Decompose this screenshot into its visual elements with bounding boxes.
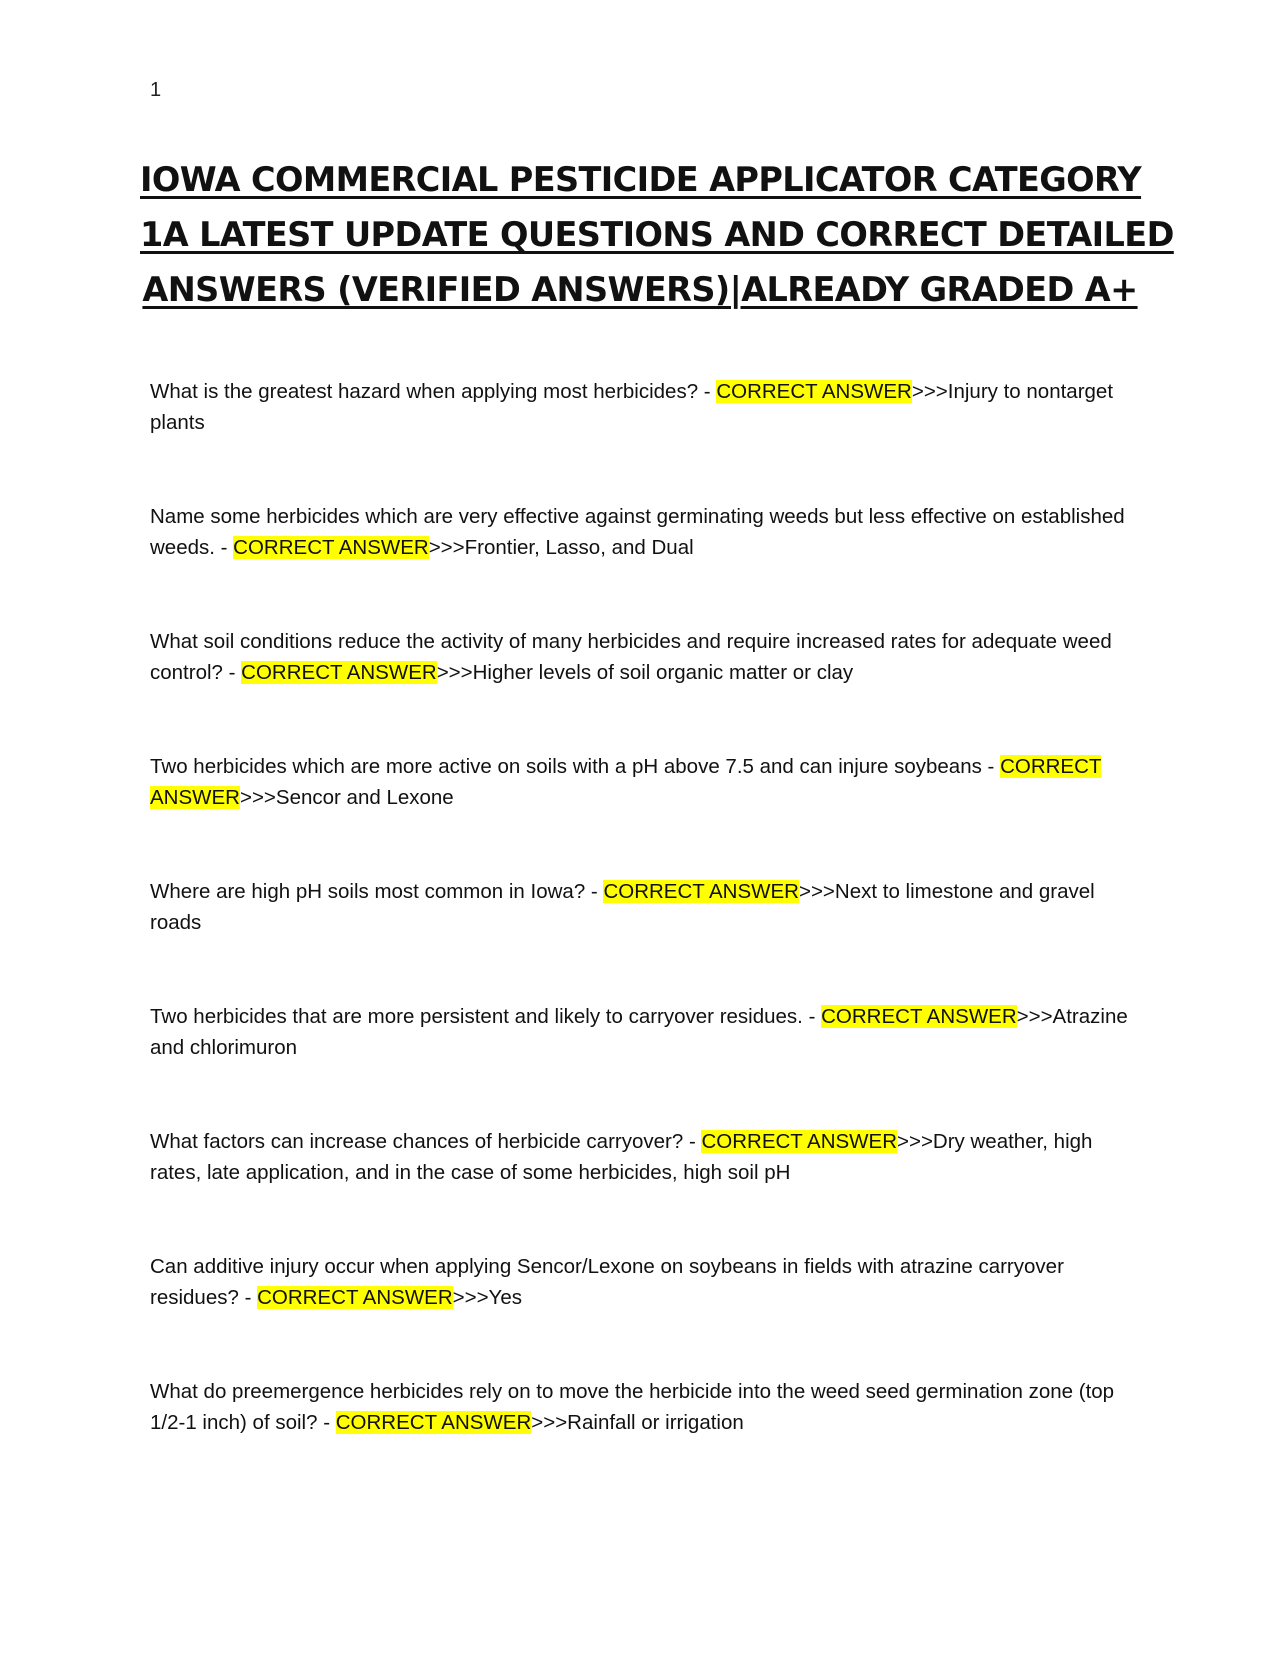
answer-text: >>>Higher levels of soil organic matter or clay bbox=[436, 661, 854, 684]
question-text: What factors can increase chances of herbicide carryover? - bbox=[150, 1130, 702, 1153]
correct-answer-highlight: CORRECT ANSWER bbox=[335, 1411, 532, 1434]
qa-item-4 bbox=[150, 751, 1135, 876]
qa-item-9 bbox=[150, 1376, 1135, 1501]
qa-item-5 bbox=[150, 876, 1135, 1001]
correct-answer-highlight: CORRECT ANSWER bbox=[821, 1005, 1017, 1028]
question-text: Two herbicides that are more persistent and likely to carryover residues. - bbox=[150, 1005, 822, 1028]
page-number: 1 bbox=[150, 79, 162, 101]
question-text: Where are high pH soils most common in Iowa? - bbox=[150, 880, 604, 903]
question-text: What do preemergence herbicides rely on to move the herbicide into the weed seed germination zone (top 1/2-1 inch) of soil? - bbox=[150, 1380, 1115, 1434]
answer-text: >>>Dry weather, high rates, late application, and in the case of some herbicides, high soil pH bbox=[150, 1130, 1093, 1184]
question-text: Two herbicides which are more active on soils with a pH above 7.5 and can injure soybeans - bbox=[150, 755, 1001, 778]
correct-answer-highlight: CORRECT ANSWER bbox=[233, 536, 429, 559]
title-line-2: 1A LATEST UPDATE QUESTIONS AND CORRECT DETAILED bbox=[140, 215, 1174, 254]
question-text: What soil conditions reduce the activity of many herbicides and require increased rates for adequate weed control? - bbox=[150, 630, 1112, 684]
qa-item-2 bbox=[150, 501, 1135, 626]
title-line-1: IOWA COMMERCIAL PESTICIDE APPLICATOR CATEGORY bbox=[140, 160, 1142, 199]
answer-text: >>>Yes bbox=[452, 1286, 522, 1309]
qa-item-7 bbox=[150, 1126, 1135, 1251]
qa-item-8 bbox=[150, 1251, 1135, 1376]
qa-list bbox=[150, 376, 1135, 1501]
correct-answer-highlight: CORRECT ANSWER bbox=[241, 661, 437, 684]
answer-text: >>>Frontier, Lasso, and Dual bbox=[428, 536, 694, 559]
correct-answer-highlight: CORRECT ANSWER bbox=[150, 755, 1102, 809]
qa-item-1 bbox=[150, 376, 1135, 501]
correct-answer-highlight: CORRECT ANSWER bbox=[257, 1286, 453, 1309]
document-title bbox=[140, 152, 1174, 317]
qa-item-3 bbox=[150, 626, 1135, 751]
answer-text: >>>Injury to nontarget plants bbox=[150, 380, 1114, 434]
correct-answer-highlight: CORRECT ANSWER bbox=[716, 380, 912, 403]
title-line-3: ANSWERS (VERIFIED ANSWERS)|ALREADY GRADED A+ bbox=[142, 270, 1138, 309]
answer-text: >>>Sencor and Lexone bbox=[239, 786, 454, 809]
correct-answer-highlight: CORRECT ANSWER bbox=[603, 880, 799, 903]
question-text: Name some herbicides which are very effective against germinating weeds but less effective on established weeds. - bbox=[150, 505, 1125, 559]
correct-answer-highlight: CORRECT ANSWER bbox=[701, 1130, 897, 1153]
question-text: Can additive injury occur when applying Sencor/Lexone on soybeans in fields with atrazine carryover residues? - bbox=[150, 1255, 1064, 1309]
answer-text: >>>Next to limestone and gravel roads bbox=[150, 880, 1095, 934]
answer-text: >>>Atrazine and chlorimuron bbox=[150, 1005, 1128, 1059]
answer-text: >>>Rainfall or irrigation bbox=[531, 1411, 744, 1434]
question-text: What is the greatest hazard when applying most herbicides? - bbox=[150, 380, 717, 403]
qa-item-6 bbox=[150, 1001, 1135, 1126]
